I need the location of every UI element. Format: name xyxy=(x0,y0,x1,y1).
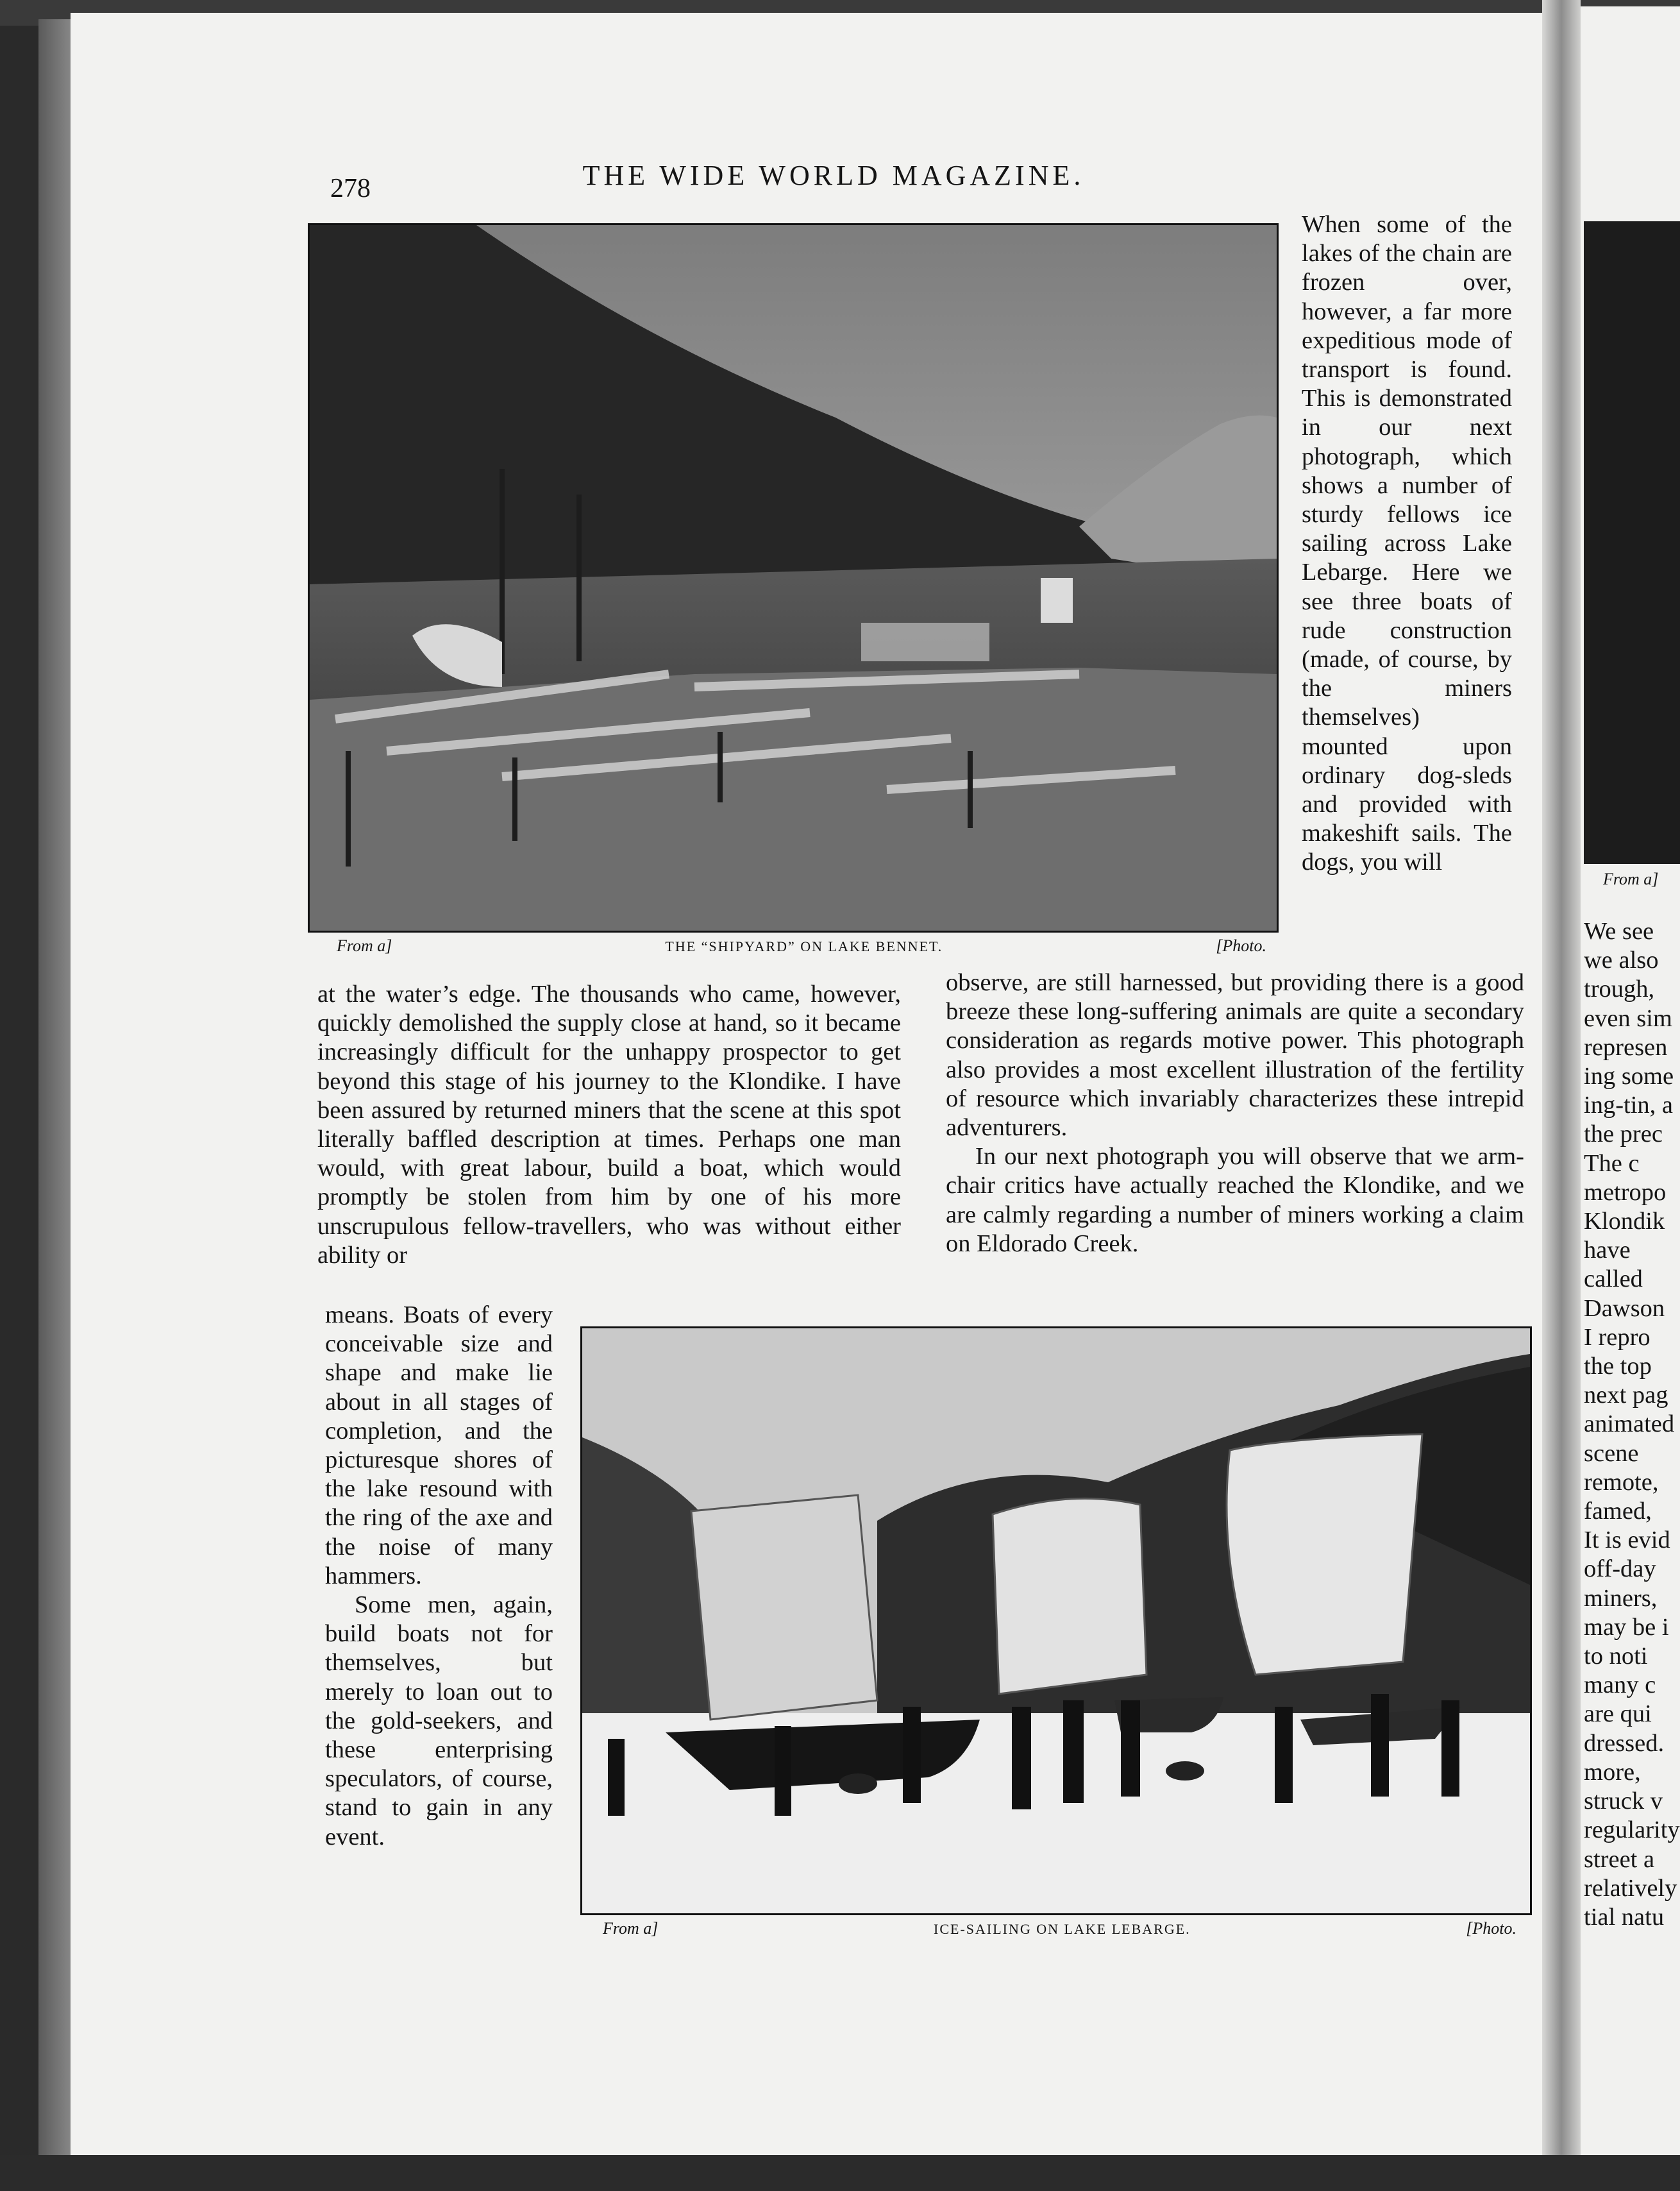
shipyard-photo xyxy=(308,223,1279,933)
next-page-line: The c xyxy=(1584,1149,1640,1177)
next-page-line: famed, xyxy=(1584,1498,1652,1525)
next-page-line: miners, xyxy=(1584,1584,1658,1612)
next-page-line: Dawson xyxy=(1584,1294,1665,1322)
page-gutter xyxy=(1542,0,1581,2191)
ice-credit-right: [Photo. xyxy=(1466,1919,1516,1938)
ice-credit-left: From a] xyxy=(603,1919,659,1938)
paragraph-dogs: observe, are still harnessed, but providing there is a good breeze these long-suffering animals are quite a secondary consideration as regards motive power. This photograph also provides a most excellent illustration of the fertility of resource which invariably characterizes these intrepid adventurers. xyxy=(946,969,1524,1142)
shipyard-caption xyxy=(337,936,1266,956)
next-page-line: called xyxy=(1584,1265,1643,1293)
next-page-line: the top xyxy=(1584,1353,1652,1380)
ice-sailing-caption xyxy=(603,1919,1516,1938)
next-page-fragment xyxy=(1581,6,1680,2161)
next-page-line: have xyxy=(1584,1237,1631,1264)
paragraph-eldorado: In our next photograph you will observe that we arm-chair critics have actually reached the Klondike, and we are calmly regarding a number of miners working a claim on Eldorado Creek. xyxy=(946,1143,1524,1257)
next-page-line: more, xyxy=(1584,1758,1641,1786)
ice-sailing-photo-illustration xyxy=(582,1328,1530,1913)
next-page-line: ing some xyxy=(1584,1063,1674,1090)
next-page-line: even sim xyxy=(1584,1004,1672,1032)
text-column-top-right xyxy=(1302,210,1512,877)
next-page-line: are qui xyxy=(1584,1700,1652,1728)
next-page-line: may be i xyxy=(1584,1613,1669,1641)
running-title: THE WIDE WORLD MAGAZINE. xyxy=(582,160,1085,191)
next-page-line: regularity xyxy=(1584,1816,1680,1844)
next-page-line: represen xyxy=(1584,1033,1668,1061)
next-page-line: I repro xyxy=(1584,1323,1651,1351)
paragraph-ice-transport: When some of the lakes of the chain are frozen over, however, a far more expeditious mode of transport is found. This is demonstrated in our next photograph, which shows a number of sturdy fellows ice sailing across Lake Lebarge. Here we see three boats of rude construction (made, of course, by the miners themselves) mounted upon ordinary dog-sleds and provided with makeshift sails. The dogs, you will xyxy=(1302,211,1512,876)
next-page-line: ing-tin, a xyxy=(1584,1092,1673,1119)
next-page-line: animated xyxy=(1584,1410,1675,1438)
text-column-mid xyxy=(946,969,1524,1258)
next-page-line: tial natu xyxy=(1584,1903,1665,1931)
paragraph-boats: means. Boats of every conceivable size and shape and make lie about in all stages of completion, and the picturesque shores of the lake resound with the ring of the axe and the noise of many hammers. xyxy=(325,1301,553,1589)
next-page-line: trough, xyxy=(1584,976,1655,1003)
next-page-line: we also xyxy=(1584,947,1659,974)
shipyard-photo-illustration xyxy=(310,225,1277,931)
next-page-line: scene xyxy=(1584,1439,1639,1467)
next-page-line: It is evid xyxy=(1584,1527,1670,1554)
shipyard-credit-left: From a] xyxy=(337,936,392,955)
next-page-line: many c xyxy=(1584,1671,1656,1699)
next-page-line: the prec xyxy=(1584,1121,1663,1148)
next-page-line: remote, xyxy=(1584,1468,1659,1496)
next-page-line: to noti xyxy=(1584,1643,1648,1670)
next-page-caption: From a] xyxy=(1603,870,1659,888)
paragraph-waters-edge: at the water’s edge. The thousands who came, however, quickly demolished the supply close at hand, so it became increasingly difficult for the unhappy prospector to get beyond this stage of his journey to the Klondike. I have been assured by returned miners that the scene at this spot literally baffled description at times. Perhaps one man would, with great labour, build a boat, which would promptly be stolen from him by one of his more unscrupulous fellow-travellers, who was without either ability or xyxy=(317,981,901,1269)
next-page-line: struck v xyxy=(1584,1788,1663,1815)
text-column-left-mid xyxy=(317,980,901,1270)
text-column-left-narrow xyxy=(325,1301,553,1852)
next-page-line: metropo xyxy=(1584,1178,1667,1206)
next-page-line: off-day xyxy=(1584,1555,1656,1583)
next-page-line: relatively xyxy=(1584,1874,1677,1902)
next-page-line: Klondik xyxy=(1584,1208,1665,1235)
next-page-photo xyxy=(1584,221,1680,864)
page-number: 278 xyxy=(330,174,371,203)
shipyard-credit-right: [Photo. xyxy=(1216,936,1266,955)
shipyard-title: THE “SHIPYARD” ON LAKE BENNET. xyxy=(665,938,943,954)
next-page-line: next pag xyxy=(1584,1382,1668,1409)
next-page-text xyxy=(1584,917,1680,1932)
next-page-line: We see xyxy=(1584,918,1654,945)
next-page-line: dressed. xyxy=(1584,1729,1665,1757)
scan-edge-bottom xyxy=(0,2155,1680,2191)
paragraph-speculators: Some men, again, build boats not for themselves, but merely to loan out to the gold-seekers, and these enterprising speculators, of course, stand to gain in any event. xyxy=(325,1591,553,1850)
ice-title: ICE-SAILING ON LAKE LEBARGE. xyxy=(934,1921,1191,1937)
next-page-line: street a xyxy=(1584,1845,1655,1873)
ice-sailing-photo xyxy=(580,1326,1532,1915)
